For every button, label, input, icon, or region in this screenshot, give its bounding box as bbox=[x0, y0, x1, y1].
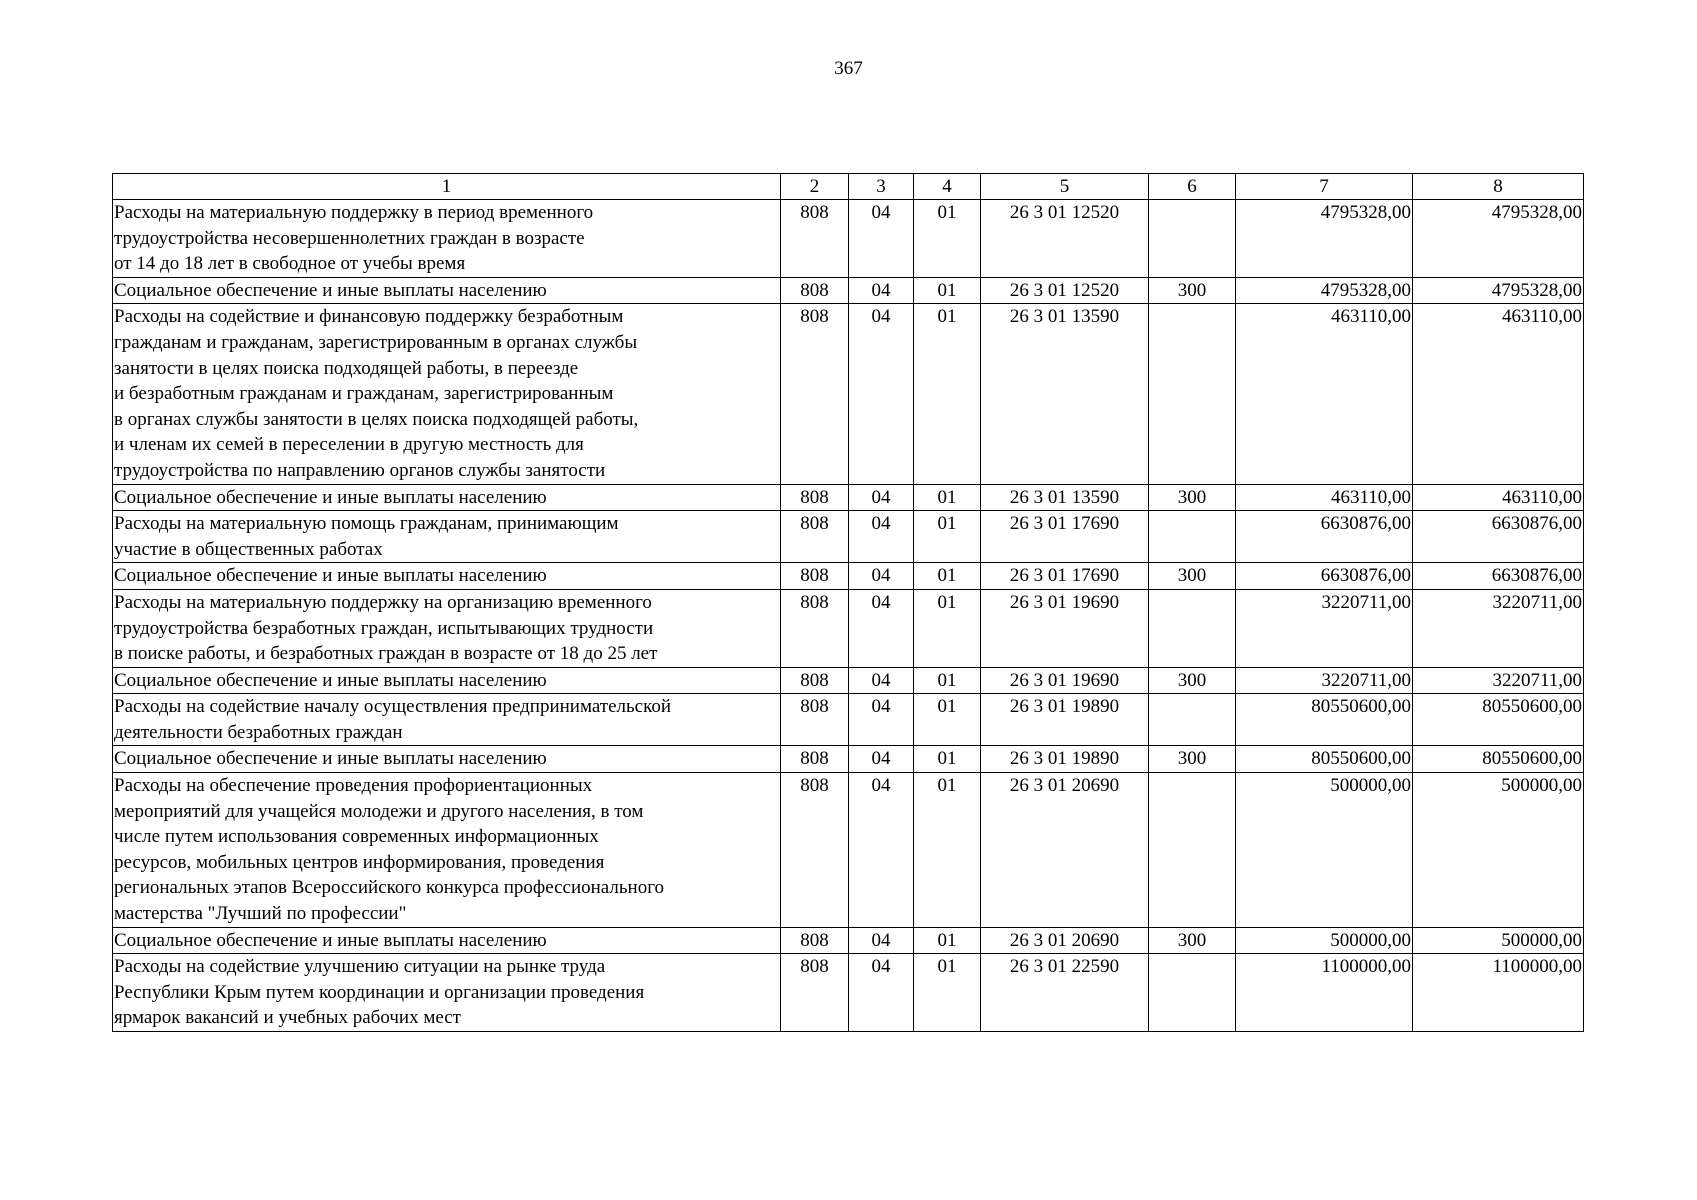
row-target-code: 26 3 01 19690 bbox=[981, 667, 1149, 694]
table-row bbox=[113, 773, 1584, 928]
row-target-code: 26 3 01 19890 bbox=[981, 746, 1149, 773]
row-section-code: 04 bbox=[849, 694, 914, 746]
row-amount-col7: 4795328,00 bbox=[1236, 277, 1413, 304]
row-amount-col8: 500000,00 bbox=[1413, 927, 1584, 954]
row-expense-type: 300 bbox=[1149, 563, 1236, 590]
row-section-code: 04 bbox=[849, 200, 914, 278]
row-expense-type bbox=[1149, 954, 1236, 1032]
row-target-code: 26 3 01 19690 bbox=[981, 589, 1149, 667]
row-subsection-code: 01 bbox=[914, 511, 981, 563]
row-section-code: 04 bbox=[849, 511, 914, 563]
row-amount-col7: 6630876,00 bbox=[1236, 563, 1413, 590]
row-description: Расходы на содействие улучшению ситуации на рынке труда Республики Крым путем координации и организации проведения ярмарок вакансий и учебных рабочих мест bbox=[113, 954, 781, 1032]
row-description: Социальное обеспечение и иные выплаты населению bbox=[113, 484, 781, 511]
row-target-code: 26 3 01 17690 bbox=[981, 511, 1149, 563]
row-ministry-code: 808 bbox=[781, 927, 849, 954]
row-target-code: 26 3 01 17690 bbox=[981, 563, 1149, 590]
row-amount-col8: 80550600,00 bbox=[1413, 746, 1584, 773]
row-expense-type bbox=[1149, 200, 1236, 278]
row-target-code: 26 3 01 13590 bbox=[981, 304, 1149, 484]
row-ministry-code: 808 bbox=[781, 511, 849, 563]
row-amount-col8: 463110,00 bbox=[1413, 304, 1584, 484]
row-ministry-code: 808 bbox=[781, 304, 849, 484]
row-amount-col7: 4795328,00 bbox=[1236, 200, 1413, 278]
row-target-code: 26 3 01 20690 bbox=[981, 927, 1149, 954]
column-header: 2 bbox=[781, 174, 849, 200]
row-amount-col8: 4795328,00 bbox=[1413, 277, 1584, 304]
row-ministry-code: 808 bbox=[781, 746, 849, 773]
row-ministry-code: 808 bbox=[781, 954, 849, 1032]
column-header: 4 bbox=[914, 174, 981, 200]
row-amount-col7: 500000,00 bbox=[1236, 773, 1413, 928]
row-description: Расходы на содействие и финансовую поддержку безработным гражданам и гражданам, зарегистрированным в органах службы занятости в целях поиска подходящей работы, в переезде и безработным гражданам и гражданам, зарегистрированным в органах службы занятости в целях поиска подходящей работы, и членам их семей в переселении в другую местность для трудоустройства по направлению органов службы занятости bbox=[113, 304, 781, 484]
row-subsection-code: 01 bbox=[914, 746, 981, 773]
row-amount-col8: 500000,00 bbox=[1413, 773, 1584, 928]
row-amount-col7: 6630876,00 bbox=[1236, 511, 1413, 563]
row-amount-col8: 6630876,00 bbox=[1413, 511, 1584, 563]
budget-table bbox=[112, 173, 1584, 1032]
row-expense-type bbox=[1149, 773, 1236, 928]
row-expense-type: 300 bbox=[1149, 667, 1236, 694]
table-row bbox=[113, 484, 1584, 511]
column-header: 3 bbox=[849, 174, 914, 200]
column-header: 6 bbox=[1149, 174, 1236, 200]
row-amount-col7: 80550600,00 bbox=[1236, 694, 1413, 746]
row-amount-col8: 3220711,00 bbox=[1413, 589, 1584, 667]
row-amount-col7: 463110,00 bbox=[1236, 484, 1413, 511]
row-section-code: 04 bbox=[849, 667, 914, 694]
row-amount-col7: 463110,00 bbox=[1236, 304, 1413, 484]
row-target-code: 26 3 01 22590 bbox=[981, 954, 1149, 1032]
row-expense-type: 300 bbox=[1149, 746, 1236, 773]
row-expense-type bbox=[1149, 589, 1236, 667]
row-description: Расходы на материальную поддержку на организацию временного трудоустройства безработных граждан, испытывающих трудности в поиске работы, и безработных граждан в возрасте от 18 до 25 лет bbox=[113, 589, 781, 667]
row-description: Социальное обеспечение и иные выплаты населению bbox=[113, 746, 781, 773]
table-row bbox=[113, 304, 1584, 484]
row-section-code: 04 bbox=[849, 484, 914, 511]
row-amount-col8: 6630876,00 bbox=[1413, 563, 1584, 590]
row-ministry-code: 808 bbox=[781, 773, 849, 928]
row-expense-type bbox=[1149, 694, 1236, 746]
row-amount-col8: 3220711,00 bbox=[1413, 667, 1584, 694]
row-ministry-code: 808 bbox=[781, 589, 849, 667]
column-header: 1 bbox=[113, 174, 781, 200]
table-row bbox=[113, 511, 1584, 563]
row-subsection-code: 01 bbox=[914, 667, 981, 694]
row-subsection-code: 01 bbox=[914, 694, 981, 746]
table-row bbox=[113, 746, 1584, 773]
row-subsection-code: 01 bbox=[914, 927, 981, 954]
row-target-code: 26 3 01 19890 bbox=[981, 694, 1149, 746]
row-description: Социальное обеспечение и иные выплаты населению bbox=[113, 563, 781, 590]
row-amount-col8: 463110,00 bbox=[1413, 484, 1584, 511]
row-target-code: 26 3 01 13590 bbox=[981, 484, 1149, 511]
row-subsection-code: 01 bbox=[914, 773, 981, 928]
row-amount-col8: 80550600,00 bbox=[1413, 694, 1584, 746]
column-header: 5 bbox=[981, 174, 1149, 200]
table-row bbox=[113, 694, 1584, 746]
row-amount-col7: 3220711,00 bbox=[1236, 667, 1413, 694]
row-description: Расходы на материальную поддержку в период временного трудоустройства несовершеннолетних граждан в возрасте от 14 до 18 лет в свободное от учебы время bbox=[113, 200, 781, 278]
row-amount-col8: 4795328,00 bbox=[1413, 200, 1584, 278]
row-expense-type: 300 bbox=[1149, 484, 1236, 511]
row-description: Социальное обеспечение и иные выплаты населению bbox=[113, 927, 781, 954]
row-ministry-code: 808 bbox=[781, 667, 849, 694]
row-target-code: 26 3 01 12520 bbox=[981, 277, 1149, 304]
row-section-code: 04 bbox=[849, 773, 914, 928]
row-expense-type bbox=[1149, 511, 1236, 563]
row-subsection-code: 01 bbox=[914, 563, 981, 590]
row-subsection-code: 01 bbox=[914, 954, 981, 1032]
row-section-code: 04 bbox=[849, 746, 914, 773]
row-expense-type: 300 bbox=[1149, 927, 1236, 954]
row-section-code: 04 bbox=[849, 927, 914, 954]
row-subsection-code: 01 bbox=[914, 200, 981, 278]
row-description: Расходы на материальную помощь гражданам, принимающим участие в общественных работах bbox=[113, 511, 781, 563]
row-subsection-code: 01 bbox=[914, 484, 981, 511]
row-subsection-code: 01 bbox=[914, 304, 981, 484]
row-section-code: 04 bbox=[849, 563, 914, 590]
table-row bbox=[113, 667, 1584, 694]
row-subsection-code: 01 bbox=[914, 277, 981, 304]
row-subsection-code: 01 bbox=[914, 589, 981, 667]
row-section-code: 04 bbox=[849, 954, 914, 1032]
row-amount-col7: 500000,00 bbox=[1236, 927, 1413, 954]
row-section-code: 04 bbox=[849, 304, 914, 484]
row-description: Расходы на обеспечение проведения профориентационных мероприятий для учащейся молодежи и другого населения, в том числе путем использования современных информационных ресурсов, мобильных центров информирования, проведения региональных этапов Всероссийского конкурса профессионального мастерства "Лучший по профессии" bbox=[113, 773, 781, 928]
row-amount-col7: 1100000,00 bbox=[1236, 954, 1413, 1032]
row-ministry-code: 808 bbox=[781, 563, 849, 590]
row-expense-type: 300 bbox=[1149, 277, 1236, 304]
page-number: 367 bbox=[834, 58, 863, 79]
header-row bbox=[113, 174, 1584, 200]
table-row bbox=[113, 277, 1584, 304]
table-row bbox=[113, 927, 1584, 954]
row-description: Социальное обеспечение и иные выплаты населению bbox=[113, 277, 781, 304]
table-row bbox=[113, 589, 1584, 667]
row-ministry-code: 808 bbox=[781, 200, 849, 278]
table-row bbox=[113, 563, 1584, 590]
row-amount-col8: 1100000,00 bbox=[1413, 954, 1584, 1032]
table-row bbox=[113, 200, 1584, 278]
table-row bbox=[113, 954, 1584, 1032]
row-ministry-code: 808 bbox=[781, 694, 849, 746]
row-ministry-code: 808 bbox=[781, 277, 849, 304]
row-section-code: 04 bbox=[849, 277, 914, 304]
row-section-code: 04 bbox=[849, 589, 914, 667]
column-header: 8 bbox=[1413, 174, 1584, 200]
column-header: 7 bbox=[1236, 174, 1413, 200]
row-amount-col7: 80550600,00 bbox=[1236, 746, 1413, 773]
row-target-code: 26 3 01 20690 bbox=[981, 773, 1149, 928]
row-expense-type bbox=[1149, 304, 1236, 484]
row-amount-col7: 3220711,00 bbox=[1236, 589, 1413, 667]
row-description: Расходы на содействие началу осуществления предпринимательской деятельности безработных граждан bbox=[113, 694, 781, 746]
row-ministry-code: 808 bbox=[781, 484, 849, 511]
row-description: Социальное обеспечение и иные выплаты населению bbox=[113, 667, 781, 694]
row-target-code: 26 3 01 12520 bbox=[981, 200, 1149, 278]
